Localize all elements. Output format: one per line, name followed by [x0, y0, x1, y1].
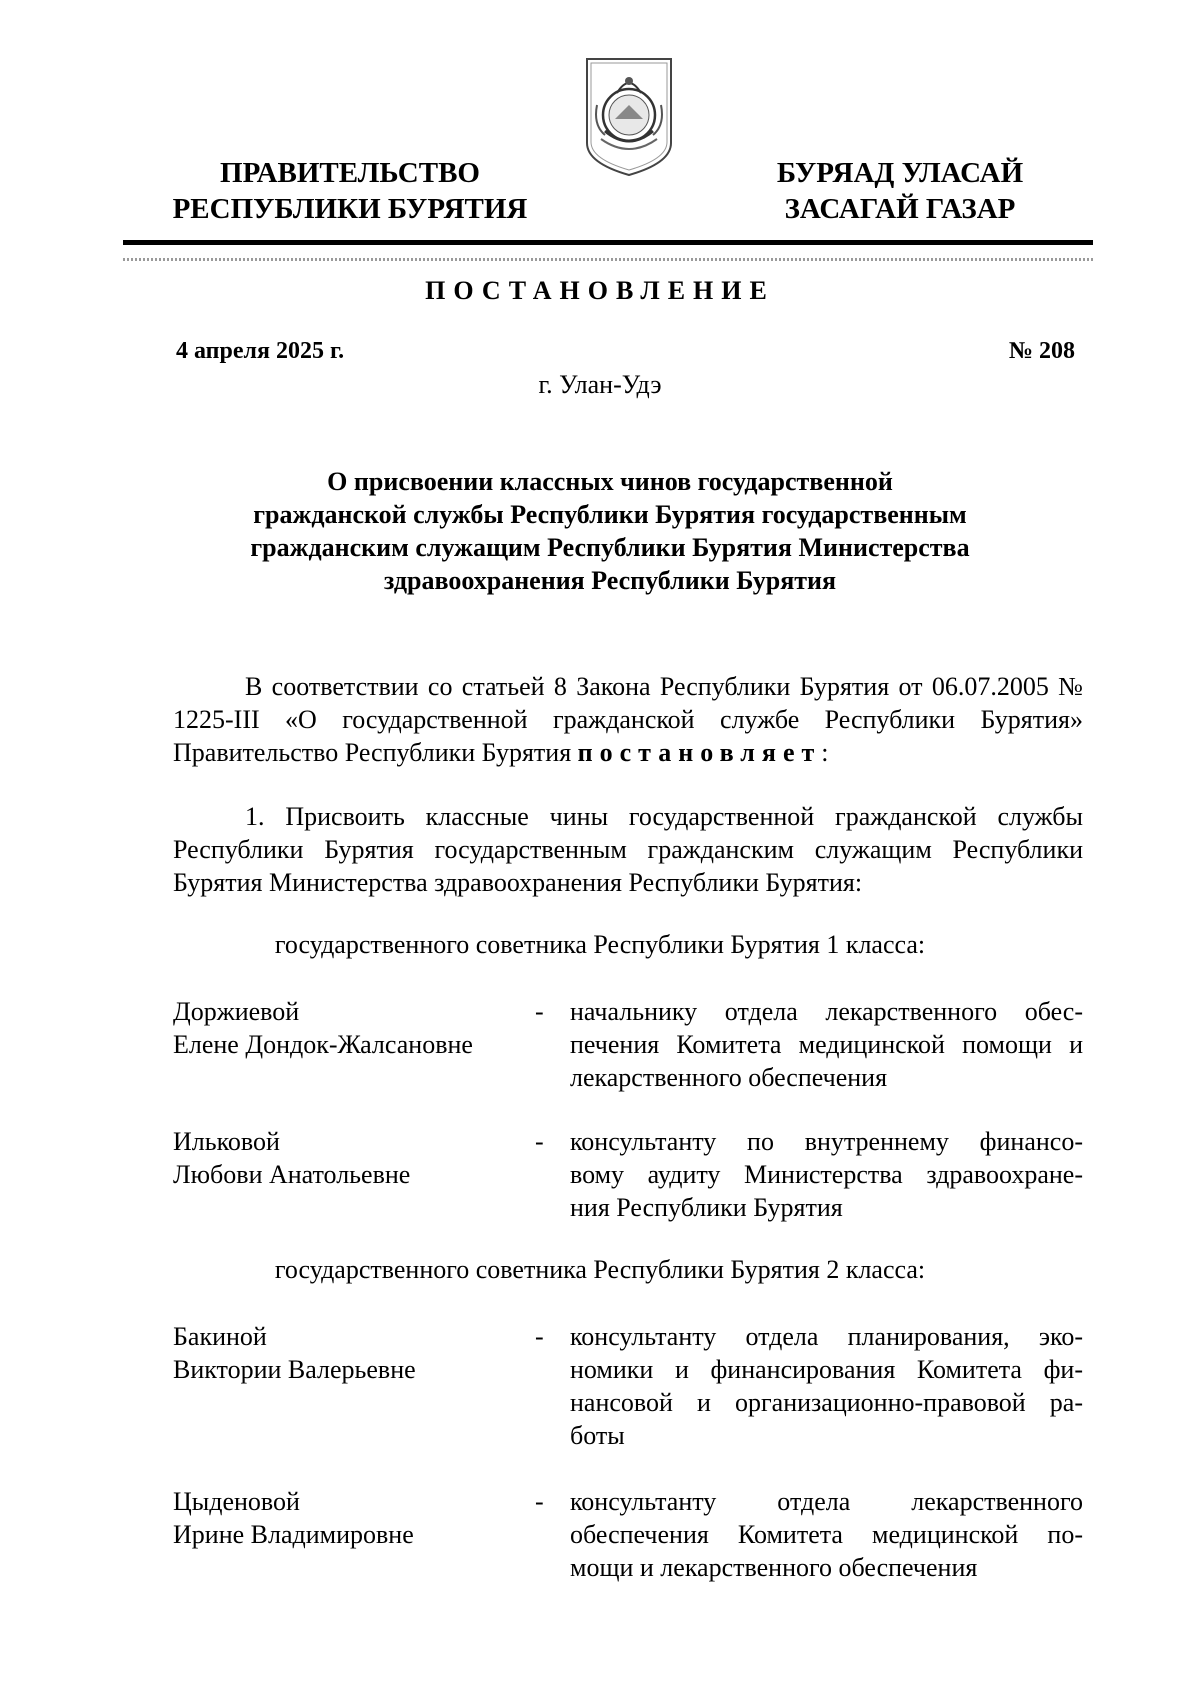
- rank-heading: государственного советника Республики Бурятия 2 класса:: [274, 1255, 926, 1284]
- header-divider-thin: [123, 258, 1093, 261]
- document-city: г. Улан-Удэ: [538, 370, 662, 399]
- subject-line: гражданским служащим Республики Бурятия Министерства: [250, 533, 970, 562]
- position-line: ния Республики Бурятия: [570, 1193, 843, 1222]
- person-surname: Бакиной: [173, 1322, 267, 1351]
- subject-line: гражданской службы Республики Бурятия государственным: [253, 500, 967, 529]
- dash-separator: -: [535, 1487, 544, 1516]
- position-line: начальнику отдела лекарственного обес-: [570, 997, 1083, 1026]
- person-surname: Ильковой: [173, 1127, 280, 1156]
- position-line: консультанту отдела лекарственного: [570, 1487, 1083, 1516]
- preamble-verb: постановляет: [577, 738, 822, 767]
- document-type: ПОСТАНОВЛЕНИЕ: [425, 276, 775, 305]
- person-name: [173, 1320, 503, 1386]
- coat-of-arms-icon: [583, 55, 675, 179]
- preamble-colon: :: [821, 738, 829, 767]
- position-line: боты: [570, 1421, 625, 1450]
- person-name: [173, 1485, 503, 1551]
- position-line: нансовой и организационно-правовой ра-: [570, 1388, 1083, 1417]
- person-position: [570, 1320, 1083, 1452]
- dash-separator: -: [535, 997, 544, 1026]
- item-1-text: 1. Присвоить классные чины государственной гражданской службы Республики Бурятия государственным гражданским служащим Республики Бурятия Министерства здравоохранения Республики Бурятия:: [173, 802, 1083, 897]
- person-given: Ирине Владимировне: [173, 1520, 414, 1549]
- subject-line: здравоохранения Республики Бурятия: [383, 566, 837, 595]
- position-line: обеспечения Комитета медицинской по-: [570, 1520, 1083, 1549]
- position-line: печения Комитета медицинской помощи и: [570, 1030, 1083, 1059]
- person-position: [570, 995, 1083, 1094]
- document-number: № 208: [1008, 338, 1075, 364]
- item-1-paragraph: [173, 800, 1083, 899]
- subject-line: О присвоении классных чинов государственной: [327, 467, 893, 496]
- person-position: [570, 1485, 1083, 1584]
- person-surname: Доржиевой: [173, 997, 300, 1026]
- header-right-line2: ЗАСАГАЙ ГАЗАР: [784, 193, 1016, 225]
- person-position: [570, 1125, 1083, 1224]
- position-line: консультанту отдела планирования, эко-: [570, 1322, 1083, 1351]
- preamble-text: В соответствии со статьей 8 Закона Республики Бурятия от 06.07.2005 № 1225-III «О государственной гражданской службе Республики Бурятия» Правительство Республики Бурятия: [173, 672, 1083, 767]
- document-date: 4 апреля 2025 г.: [176, 338, 345, 364]
- dash-separator: -: [535, 1322, 544, 1351]
- header-right: [715, 155, 1085, 227]
- position-line: лекарственного обеспечения: [570, 1063, 888, 1092]
- person-given: Виктории Валерьевне: [173, 1355, 416, 1384]
- rank-heading: государственного советника Республики Бурятия 1 класса:: [274, 930, 926, 959]
- dash-separator: -: [535, 1127, 544, 1156]
- header-right-line1: БУРЯАД УЛАСАЙ: [776, 157, 1024, 189]
- position-line: консультанту по внутреннему финансо-: [570, 1127, 1083, 1156]
- header-left: [150, 155, 550, 227]
- person-name: [173, 1125, 503, 1191]
- person-name: [173, 995, 503, 1061]
- header-left-line2: РЕСПУБЛИКИ БУРЯТИЯ: [172, 193, 528, 225]
- position-line: номики и финансирования Комитета фи-: [570, 1355, 1083, 1384]
- position-line: вому аудиту Министерства здравоохране-: [570, 1160, 1083, 1189]
- header-left-line1: ПРАВИТЕЛЬСТВО: [220, 157, 480, 189]
- person-surname: Цыденовой: [173, 1487, 300, 1516]
- header-divider-thick: [123, 240, 1093, 245]
- preamble-paragraph: [173, 670, 1083, 769]
- document-subject: [170, 465, 1050, 597]
- person-given: Любови Анатольевне: [173, 1160, 411, 1189]
- position-line: мощи и лекарственного обеспечения: [570, 1553, 978, 1582]
- person-given: Елене Дондок-Жалсановне: [173, 1030, 473, 1059]
